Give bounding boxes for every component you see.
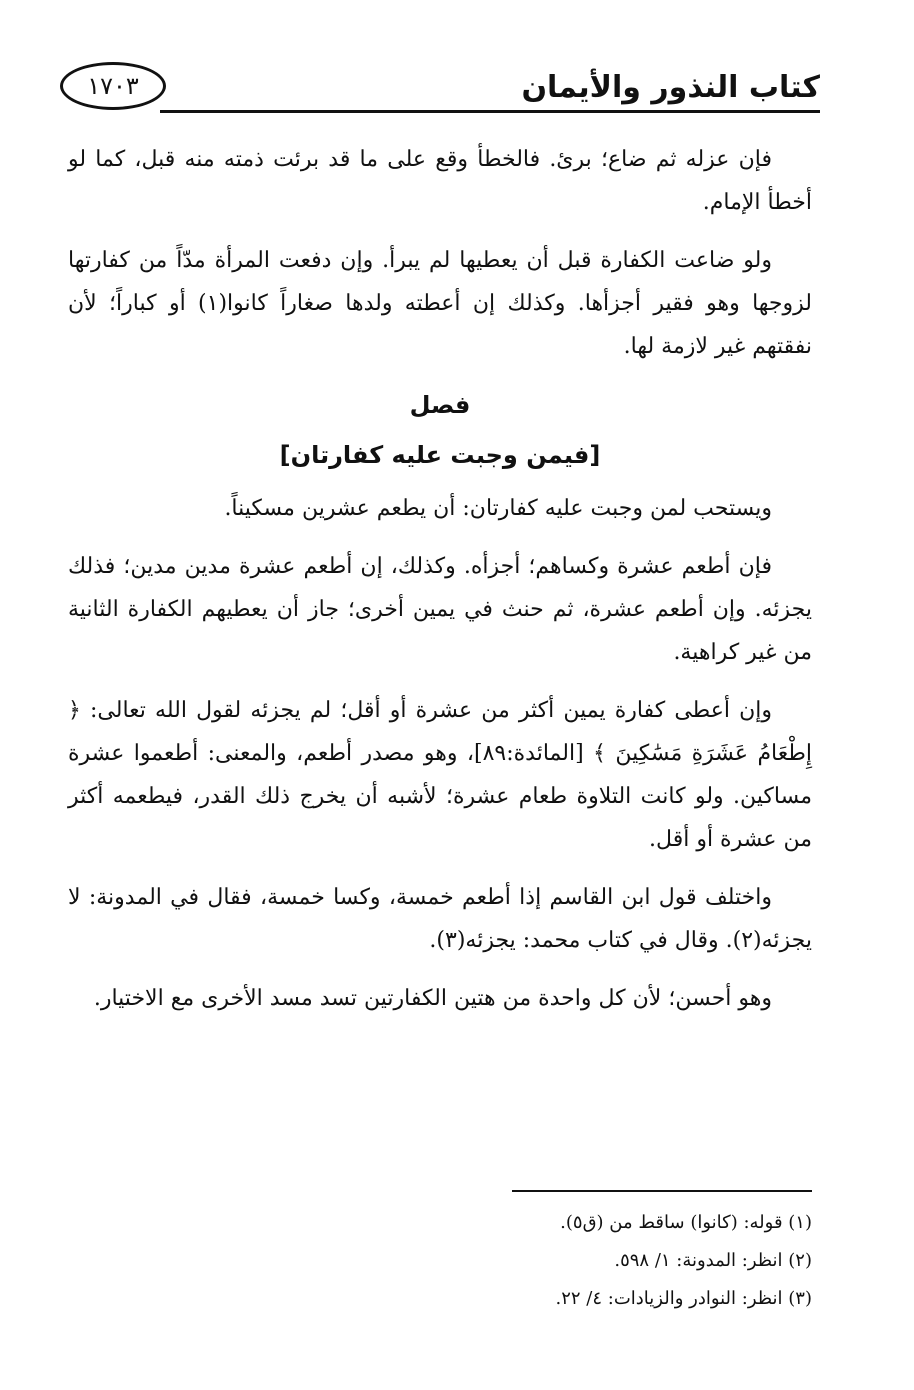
section-subheading: [فيمن وجبت عليه كفارتان]: [279, 441, 601, 469]
section-heading: فصل: [409, 391, 471, 419]
page-number: ١٧٠٣: [87, 72, 139, 100]
page-number-oval: [60, 62, 166, 110]
footnote: (٢) انظر: المدونة: ١/ ٥٩٨.: [614, 1250, 812, 1271]
paragraph: وإن أعطى كفارة يمين أكثر من عشرة أو أقل؛ لم يجزئه لقول الله تعالى: ﴿ إِطْعَامُ عَشَرَةِ مَسَٰكِينَ ﴾ [المائدة:٨٩]، وهو مصدر أطعم، والمعنى: أطعموا عشرة مساكين. ولو كانت التلاوة طعام عشرة؛ لأشبه أن يخرج ذلك القدر، فيطعمه أكثر من عشرة أو أقل.: [68, 698, 813, 852]
page-header: [60, 58, 820, 118]
paragraph: ويستحب لمن وجبت عليه كفارتان: أن يطعم عشرين مسكيناً.: [224, 496, 772, 521]
header-rule: [160, 110, 820, 113]
page-body: [68, 138, 812, 1035]
paragraph: فإن عزله ثم ضاع؛ برئ. فالخطأ وقع على ما قد برئت ذمته منه قبل، كما لو أخطأ الإمام.: [68, 147, 812, 215]
footnotes: [112, 1204, 812, 1318]
paragraph: وهو أحسن؛ لأن كل واحدة من هتين الكفارتين تسد مسد الأخرى مع الاختيار.: [93, 986, 772, 1011]
paragraph: واختلف قول ابن القاسم إذا أطعم خمسة، وكسا خمسة، فقال في المدونة: لا يجزئه(٢). وقال في كتاب محمد: يجزئه(٣).: [68, 885, 812, 953]
paragraph: ولو ضاعت الكفارة قبل أن يعطيها لم يبرأ. وإن دفعت المرأة مدّاً من كفارتها لزوجها وهو فقير أجزأها. وكذلك إن أعطته ولدها صغاراً كانوا(١) أو كباراً؛ لأن نفقتهم غير لازمة لها.: [68, 248, 812, 359]
footnote: (٣) انظر: النوادر والزيادات: ٤/ ٢٢.: [555, 1288, 812, 1309]
footnote: (١) قوله: (كانوا) ساقط من (ق٥).: [560, 1212, 812, 1233]
footnote-separator: [512, 1190, 812, 1192]
book-title: كتاب النذور والأيمان: [521, 70, 820, 105]
paragraph: فإن أطعم عشرة وكساهم؛ أجزأه. وكذلك، إن أطعم عشرة مدين مدين؛ فذلك يجزئه. وإن أطعم عشرة، ثم حنث في يمين أخرى؛ جاز أن يعطيهم الكفارة الثانية من غير كراهية.: [68, 554, 812, 665]
